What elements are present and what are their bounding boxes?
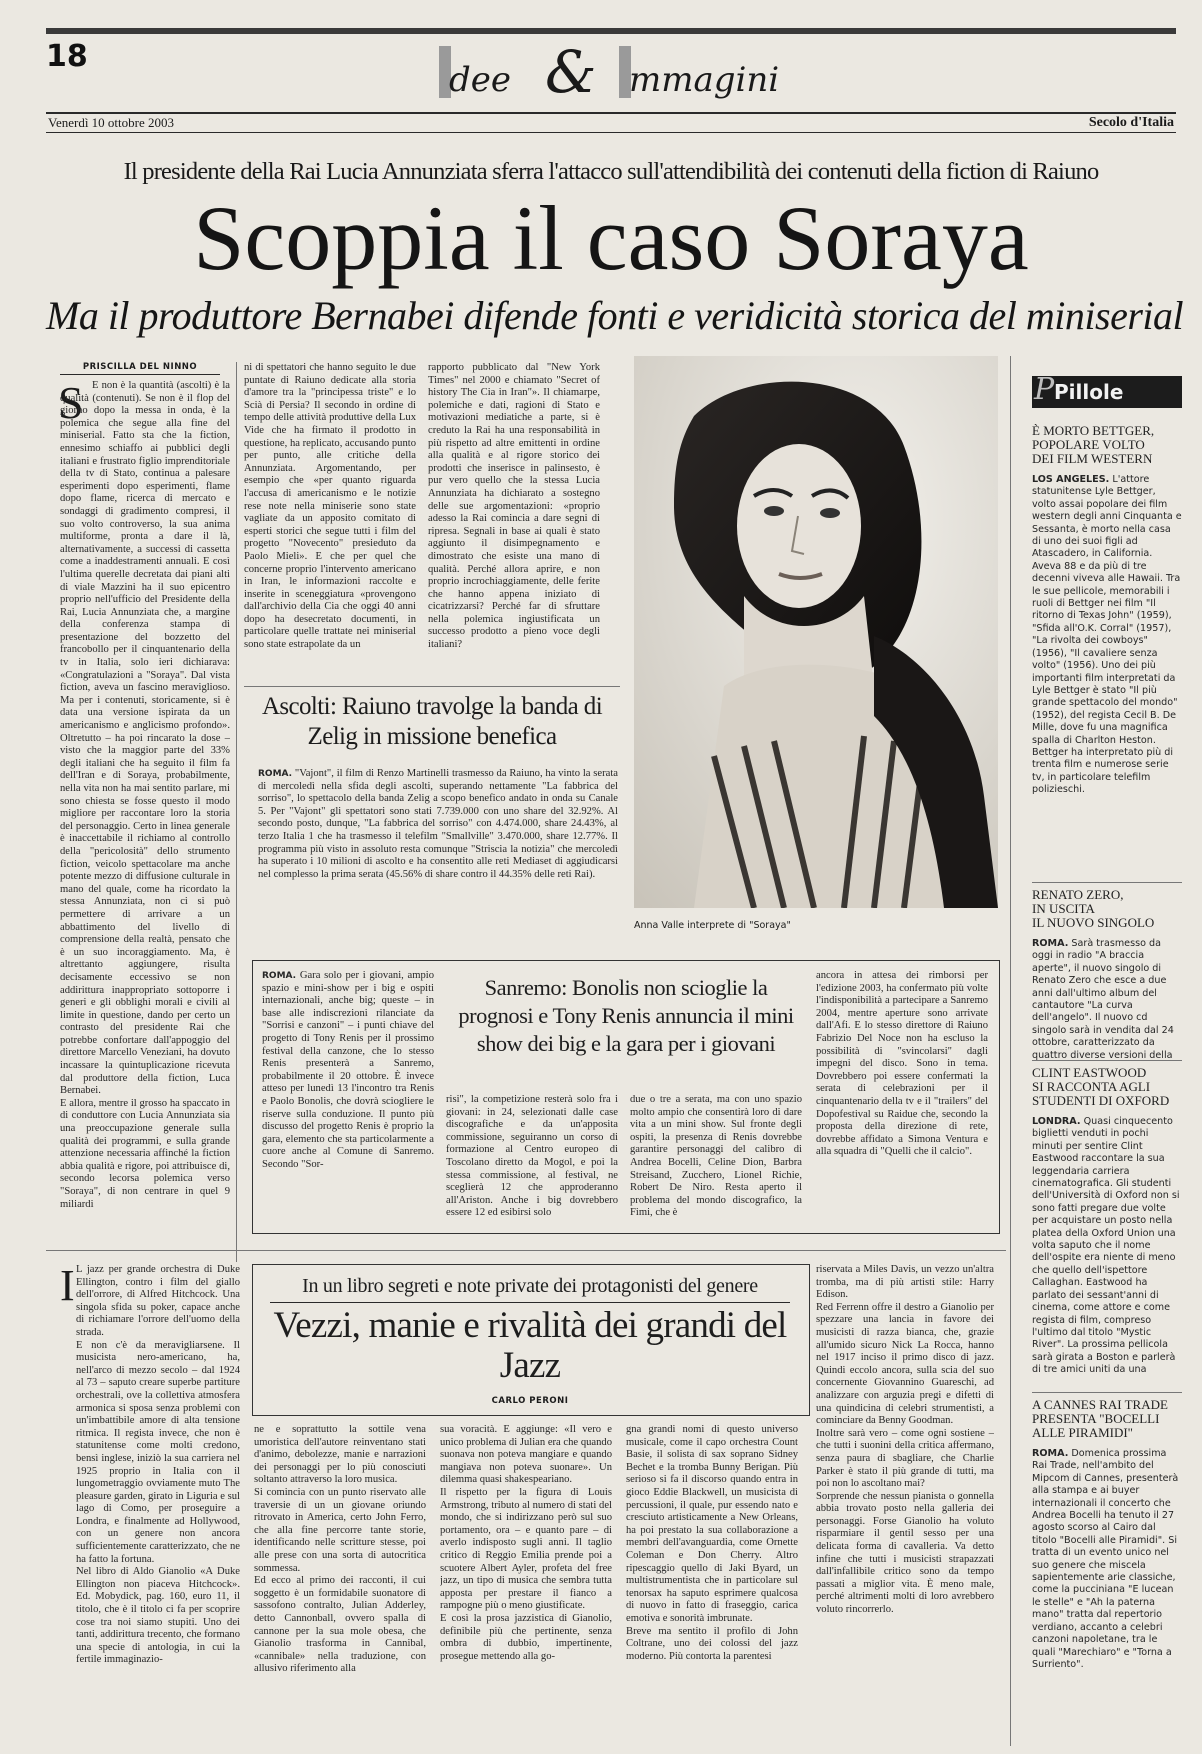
jazz-col-4: riservata a Miles Davis, un vezzo un'altra tromba, ma di più artisti stile: Harry Edison. Red Ferrenn offre il destro a Gianolio per spezzare una lancia in favore dei musicisti di razza bianca, che, grazie all'umido sicuro Nick La Rocca, hanno nel 1917 inciso il primo disco di jazz. Quindi eccolo ancora, sulla scia del suo concernente Giovannino Guareschi, ad analizzare con arguzia pregi e difetti di una quindicina di celebri strumentisti, a cominciare da Benny Goodman. Inoltre sarà vero – come ogni sostiene – che tutti i suonini della critica affermano, senza paura di sbagliare, che Charlie Parker è stato il più grande di tutti, ma poi non lo ascoltano mai? Sorprende che nessun pianista o gonnella abbia trovato posto nella galleria dei personaggi. Forse Gianolio ha voluto risparmiare il gentil sesso per una delicata forma di cavalleria. Va detto infine che tutti i musicisti strapazzati dall'infallibile critico sono da tempo passati a miglior vita. È meno male, perché altrimenti molti di loro avrebbero voluto rincorrerlo. [816,1264,994,1616]
main-subheadline: Ma il produttore Bernabei difende fonti e veridicità storica del miniserial [46,293,1184,338]
sanremo-col-4: ancora in attesa dei rimborsi per l'edizione 2003, ha confermato più volte l'indisponibilità a partecipare a Sanremo 2004, mentre aperture sono arrivate dall'Afi. E lo stesso direttore di Raiuno Fabrizio Del Noce non ha escluso la possibilità di "svincolarsi" dagli impegni del disco. Sono in tema. Dovrebbero poi essere confermati la serata di celebrazioni per il cinquantenario della tv e il "trailers" del Dopofestival su Raidue che, secondo la proposta della direzione di rete, dovrebbe affidato a Simona Ventura e alla squadra di "Quelli che il calcio". [816,970,988,1158]
anna-valle-photo [634,356,998,908]
issue-date: Venerdì 10 ottobre 2003 [48,115,175,130]
soraya-photo [634,356,998,908]
section-logo: dee & mmagini [435,38,815,108]
jazz-col-3: gna grandi nomi di questo universo musicale, come il capo orchestra Count Basie, il solista di sax soprano Sidney Bechet e la tromba Bunny Berigan. Più serioso si fa il discorso quando entra in gioco Eddie Blackwell, un musicista di percussioni, il quale, pur essendo nato e cresciuto artisticamente a New Orleans, ha poi prestato la sua collaborazione a membri dell'avanguardia, come Ornette Coleman e Don Cherry. Altro ripescaggio quello di Jaki Byard, un multistrumentista che in particolare sul tenorsax ha saputo esprimere qualcosa di nuovo in fatto di fraseggio, carica emotiva e sonorità imbrunate. Breve ma sentito il profilo di John Coltrane, uno dei colossi del jazz moderno. Più contorta la parentesi [626,1424,798,1662]
sanremo-col-2: risi", la competizione resterà solo fra i giovani: in 24, selezionati dalle case discografiche e da un'apposita commissione, seguiranno un corso di formazione al Centro europeo di Toscolano diretto da Mogol, e poi la stessa commissione, al festival, ne sceglierà 12 che approderanno all'Ariston. Anche i big dovrebbero essere 12 ed esibirsi solo [446,1094,618,1219]
newspaper-name: Secolo d'Italia [1088,115,1174,130]
jazz-col-1b: ne e soprattutto la sottile vena umoristica dell'autore reinventano stati d'animo, debolezze, manie e narrazioni dei personaggi per lo più conosciuti soltanto attraverso la loro musica. Si comincia con un punto riservato alle traversie di un un giovane oriundo ritrovato in America, certo John Ferro, che alla fine percorre tante storie, identificando nelle scritture stesse, poi alle prese con una sorta di autocritica sommessa. Ed ecco al primo dei racconti, il cui soggetto è un formidabile suonatore di sassofono contralto, Julian Adderley, detto Cannonball, ovvero spalla di cannone per la sua mole obesa, che Gianolio trasforma in Cannibal, «cannibale» nella traduzione, con allusivo riferimento alla [254,1424,426,1675]
sanremo-col-3: due o tre a serata, ma con uno spazio molto ampio che consentirà loro di dare vita a un mini show. Sul fronte degli ospiti, la presenza di Renis dovrebbe garantire personaggi del calibro di Andrea Bocelli, Celine Dion, Barbra Streisand, Zucchero, Lionel Richie, Robert De Niro. Resta aperto il problema del mondo discografico, la Fimi, che è [630,1094,802,1219]
jazz-author: CARLO PERONI [491,1396,569,1406]
jazz-kicker: In un libro segreti e note private dei protagonisti del genere [302,1275,758,1297]
ascolti-dateline: ROMA. [258,769,293,779]
ascolti-text: "Vajont", il film di Renzo Martinelli trasmesso da Raiuno, ha vinto la serata di mercoledì nella sfida degli ascolti, superando nettamente "La fabbrica del sorriso", lo spettacolo della banda Zelig a scopo benefico andato in onda su Canale 5. Per "Vajont" gli spettatori sono stati 7.739.000 con uno share del 32.92%. Al secondo posto, dunque, "La fabbrica del sorriso" con 4.474.000, share 24.43%, al terzo Italia 1 che ha trasmesso il telefilm "Smallville" 3.470.000, share 12.77%. Il programma più visto in assoluto resta comunque "Striscia la notizia" che mercoledì ha superato i 10 milioni di ascolto e ha consentito alle reti Mediaset di aggiudicarsi nel complesso la prima serata (45.56% di share contro il 44.35% delle reti Rai). [258,768,618,880]
pill-1-head: È MORTO BETTGER, POPOLARE VOLTO DEI FILM WESTERN [1032,423,1155,466]
pill-1-dateline: LOS ANGELES. [1032,474,1110,485]
col-divider [236,362,237,1262]
ascolti-body [258,768,618,906]
sanremo-dateline: ROMA. [262,971,297,981]
top-rule [46,28,1176,34]
pill-1-body [1032,474,1182,878]
pill-4-body [1032,1448,1182,1740]
jazz-headline: Vezzi, manie e rivalità dei grandi del Jazz [273,1305,787,1386]
jazz-kicker-rule [270,1302,790,1303]
sanremo-headline: Sanremo: Bonolis non scioglie la prognosi e Tony Renis annuncia il mini show dei big e la gara per i giovani [458,975,794,1056]
ascolti-headline: Ascolti: Raiuno travolge la banda di Zelig in missione benefica [261,693,603,750]
main-col-1: E non è la quantità (ascolti) è la qualità (contenuti). Se non è il flop del giorno dopo la messa in onda, è la polemica che segue alla fine del miniserial. Fatto sta che la fiction, ennesimo schiaffo ai pubblici degli italiani e frustrato figlio imprenditoriale della tv di Stato, continua a palesare esperimenti dopo esperimenti, flame dopo flame, ricerca di mercato e sondaggi di gradimento compresi, il suo volto controverso, la sua anima multiforme, pronta a dare il là, alternativamente, a successi di cassetta come a inaddestramenti annuali. E così l'ultima querelle decretata dai piani alti di viale Mazzini ha il suo epicentro proprio nell'ufficio del Presidente della Rai, Lucia Annunziata che, a margine della conferenza stampa di presentazione del bozzetto del francobollo per il cinquantenario della tv in Italia, solo ieri dichiarava: «Congratulazioni a "Soraya". Dal vista fiction, aveva un fascino meraviglioso. Ma per i contenuti, storicamente, si è data una versione ispirata da un americanismo e anglicismo profondo». Oltretutto – ha poi rincarato la dose – visto che la maggior parte del 33% degli italiani che ha seguito il film fa dell'Iran e di Soraya, probabilmente, nella vita non ha mai sentito parlare, mi sono chiesta se fosse questo il modo migliore per raccontare loro la storia del personaggio. Certo in linea generale è inaccettabile il richiamo al controllo della "pericolosità" dello strumento fiction, veicolo spettacolare ma anche potente mezzo di diffusione culturale in mano del quale, come ha ricordato la stessa Annunziata, non ci si può permettere di arrivare a un abbattimento del livello di comprensione della realtà, pensato che è un suo incoraggiamento. Ma, è altrettanto aggiungere, risulta decisamente eccessivo se non addirittura inappropriato sottoporre i generi e gli obblighi morali e civili al limite in questione, dando per certo un contrasto del presidente Rai che potrebbe confortare dall'appoggio del direttore Marcello Veneziani, ha dovuto incassare la quintuplicazione ricevuta dal produttore della fiction, Luca Bernabei. E allora, mentre il grosso ha spaccato in di conduttore con Lucia Annunziata sia una preoccupazione generale sulla qualità dei programmi, e sulla grande attenzione necessaria affinché la fiction abbia qualità e rigore, poi attribuisce di, secondo lecorsa polemica verso "Soraya", di non centrare in quel 9 miliardi [60,380,230,1210]
pill-4-text: Domenica prossima Rai Trade, nell'ambito del Mipcom di Cannes, presenterà alla stampa e ai buyer internazionali il concerto che Andrea Bocelli ha tenuto il 27 agosto scorso al Cairo dal titolo "Bocelli alle Piramidi". Si tratta di un evento unico nel suo genere che miscela sapientemente arie classiche, come la pucciniana "E lucean le stelle" e "Ah la paterna mano" tratta dal repertorio verdiano, accanto a celebri canzoni napoletane, tra le quali "Marechiaro" e "Torna a Surriento". [1032,1448,1179,1670]
pill-2-text: Sarà trasmesso da oggi in radio "A braccia aperte", il nuovo singolo di Renato Zero che esce a due anni dall'ultimo album del cantautore "La curva dell'angelo". Il nuovo cd singolo sarà in vendita dal 24 ottobre, caratterizzato da quattro diverse versioni della [1032,938,1174,1060]
main-headline: Scoppia il caso Soraya [193,187,1029,289]
ascolti-top-rule [244,686,620,687]
sidebar-divider [1010,356,1011,1746]
sidebar-title-bar: P Pillole [1032,376,1182,408]
main-kicker: Il presidente della Rai Lucia Annunziata sferra l'attacco sull'attendibilità dei contenuti della fiction di Raiuno [123,158,1099,185]
pill-4-head: A CANNES RAI TRADE PRESENTA "BOCELLI ALLE PIRAMIDI" [1032,1397,1168,1440]
pill-3-head: CLINT EASTWOOD SI RACCONTA AGLI STUDENTI DI OXFORD [1032,1065,1170,1108]
jazz-col-1a: L jazz per grande orchestra di Duke Ellington, contro i film del giallo dell'orrore, di Alfred Hitchcock. Una singola sfida su poker, capace anche di richiamare l'orrore dell'uomo della strada. E non c'è da meravigliarsene. Il musicista nero-americano, ha, nell'arco di mezzo secolo – dal 1924 al 73 – saputo creare superbe partiture orchestrali, ove la collettiva atmosfera armonica si sposa senza problemi con un'imbattibile amore di alta tensione ritmica. Il regista invece, che non è statunitense come molti credono, bensì inglese, iniziò la sua carriera nel 1925 proprio in Italia con il lungometraggio ovviamente muto The pleasure garden, girato in Liguria e sul lago di Como, per proseguire a Londra, e finalmente ad Hollywood, con un genere non ancora sufficientemente caratterizzato, che ne ha fatto la fortuna. Nel libro di Aldo Gianolio «A Duke Ellington non piaceva Hitchcock». Ed. Mobydick, pag. 160, euro 11, il titolo, che è il titolo ci fa per scoprire cose tra noi siamo stupiti. Uno dei tanti, addirittura trecento, che formano una specie di antologia, in cui la fertile immaginazio- [76,1264,240,1666]
sanremo-text-1: Gara solo per i giovani, ampio spazio e mini-show per i big e ospiti internazionali, anche big; queste – in base alle indiscrezioni rilanciate da "Sorrisi e canzoni" – i punti chiave del progetto di Tony Renis per il prossimo festival della canzone, che lo stesso Renis presenterà a Sanremo, probabilmente il 20 ottobre. È invece atteso per lunedì 13 l'incontro tra Renis e Paolo Bonolis, che dovrà sciogliere le riserve sulla conduzione. Il punto più discusso del progetto Renis è proprio la gara, elemento che sta particolarmente a cuore anche al Comune di Sanremo. Secondo "Sor- [262,970,434,1170]
pill-sep-1 [1032,882,1182,883]
photo-caption: Anna Valle interprete di "Soraya" [634,920,791,931]
header-rule [46,112,1176,114]
pill-3-dateline: LONDRA. [1032,1116,1081,1127]
jazz-drop-cap: I [60,1261,75,1310]
pill-sep-2 [1032,1060,1182,1061]
main-drop-cap: S [58,377,84,428]
pill-4-dateline: ROMA. [1032,1448,1069,1459]
main-col-2: ni di spettatori che hanno seguito le due puntate di Raiuno dedicate alla storia d'amore tra la "principessa triste" e lo Scià di Persia? Il secondo in ordine di tempo delle attività produttive della Lux Vide che ha firmato il prodotto in questione, ha replicato, accusando punto per punto, alle critiche della Annunziata. Argomentando, per esempio che «per quanto riguarda l'accusa di americanismo e le notizie rese note nella miniserie sono state vagliate da un apposito comitato di esperti storici che segue tutti i film del progetto "Novecento" presieduto da Paolo Mieli». E che per quel che concerne proprio l'intervento americano in Iran, le informazioni raccolte e inserite in sceneggiatura «provengono dall'archivio della Cia che oggi 40 anni dopo ha desecretato documenti, in particolare quelle trattate nei miniserial sono state estrapolate da un [244,362,416,651]
main-author: PRISCILLA DEL NINNO [82,362,198,372]
jazz-col-2: sua voracità. E aggiunge: «Il vero e unico problema di Julian era che quando suonava non poteva mangiare e quando mangiava non poteva suonare». Un dilemma quasi shakespeariano. Il rispetto per la figura di Louis Armstrong, tributo al numero di stati del mondo, che si indirizzano però sul suo portamento, ora – e quanto pare – di averlo indisposto sugli anni. Il taglio critico di Reggio Emilia prende poi a scuotere Albert Ayler, profeta del free jazz, un tipo di musica che sembra tutta apposta per prestare il fianco a rampogne più o meno giustificate. E così la prosa jazzistica di Gianolio, definibile più che pertinente, senza ombra di dubbio, impertinente, prosegue mettendo alla go- [440,1424,612,1662]
pill-2-head: RENATO ZERO, IN USCITA IL NUOVO SINGOLO [1032,887,1155,930]
jazz-top-rule [46,1250,1006,1251]
header-rule-2 [46,132,1176,133]
pill-2-dateline: ROMA. [1032,938,1069,949]
pill-3-body [1032,1116,1182,1376]
main-col-3: rapporto pubblicato dal "New York Times" nel 2000 e chiamato "Secret of history The Cia in Iran"». Il chiamarpe, polemiche e dati, ragioni di Stato e motivazioni mediatiche a parte, si è creduto la Rai ha una responsabilità in più rispetto ad altre emittenti in ordine alla qualità e al rigore storico dei prodotti che inserisce in palinsesto, è pur vero quello che la stessa Lucia Annunziata ha dichiarato a sostegno delle sue argomentazioni: «proprio adesso la Rai comincia a dare segni di ripresa. Segnali in base ai quali è stato aggiunto il disimpegnamento e dimostrato che esiste una mano di qualità. Perché allora aprire, e non proprio incrochiaggiamente, delle ferite che hanno appena iniziato di cicatrizzarsi? Perché far di sfruttare nella polemica ingiustificata un successo prodotto a pieno voce degli italiani? [428,362,600,651]
pill-2-body [1032,938,1182,1060]
sidebar-title: Pillole [1054,380,1124,404]
byline-rule [60,374,220,375]
pill-3-text: Quasi cinquecento biglietti venduti in pochi minuti per sentire Clint Eastwood raccontare la sua leggendaria carriera cinematografica. Gli studenti dell'Università di Oxford non si sono fatti pregare due volte per acquistare un posto nella platea della Oxford Union una volta saputo che il nome dell'ospite era niente di meno che quello dell'ispettore Callaghan. Eastwood ha parlato dei sessant'anni di cinema, come attore e come regista di film, compreso l'ultimo dal titolo "Mystic River". La prossima pellicola sarà girata a Boston e parlerà di tre amici uniti da una [1032,1116,1180,1376]
sanremo-col-1 [262,970,434,1228]
page-number: 18 [46,39,88,74]
pill-1-text: L'attore statunitense Lyle Bettger, volto assai popolare dei film western degli anni Cinquanta e Sessanta, è morto nella casa di uno dei suoi figli ad Atascadero, in California. Aveva 88 e da più di tre decenni viveva alle Hawaii. Tra le sue pellicole, memorabili i ruoli di Bettger nei film "Il ritorno di Texas John" (1959), "Sfida all'O.K. Corral" (1957), "La rivolta dei cowboys" (1956), "Il cavaliere senza volto" (1956). Uno dei più importanti film interpretati da Lyle Bettger è stato "Il più grande spettacolo del mondo" (1952), del regista Cecil B. De Mille, dove fu una magnifica spalla di Charlton Heston. Bettger ha interpretato più di trenta film e numerose serie tv, in particolare telefilm polizieschi. [1032,474,1182,796]
pill-sep-3 [1032,1392,1182,1393]
